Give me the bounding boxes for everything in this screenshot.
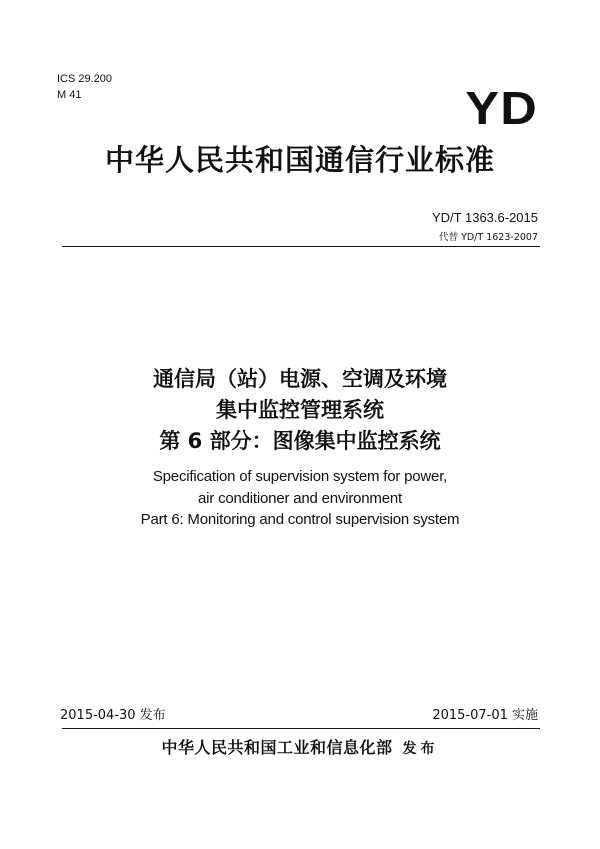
- publisher-line: [40, 738, 560, 759]
- title-en-line-2: air conditioner and environment: [198, 490, 402, 507]
- ccs-code: M 41: [57, 89, 82, 101]
- title-cn-line-2: 集中监控管理系统: [216, 398, 384, 422]
- header-divider: [62, 246, 540, 247]
- issue-date: 2015-04-30 发布: [60, 708, 166, 723]
- ics-code: ICS 29.200: [57, 73, 113, 85]
- title-cn-line-1: 通信局（站）电源、空调及环境: [153, 367, 447, 391]
- publisher-name: 中华人民共和国工业和信息化部: [161, 738, 393, 757]
- publish-action: 发布: [402, 741, 439, 757]
- footer-divider: [62, 728, 540, 729]
- title-cn-line-3: 第 6 部分：图像集中监控系统: [159, 429, 441, 453]
- replaces-standard: 代替 YD/T 1623-2007: [439, 232, 538, 243]
- title-en-line-1: Specification of supervision system for power,: [152, 468, 448, 485]
- title-en-line-3: Part 6: Monitoring and control supervision system: [140, 511, 460, 528]
- standard-number: YD/T 1363.6-2015: [432, 210, 538, 225]
- implementation-date: 2015-07-01 实施: [432, 708, 538, 723]
- yd-logo: YD: [465, 82, 538, 134]
- standard-title: 中华人民共和国通信行业标准: [104, 143, 495, 177]
